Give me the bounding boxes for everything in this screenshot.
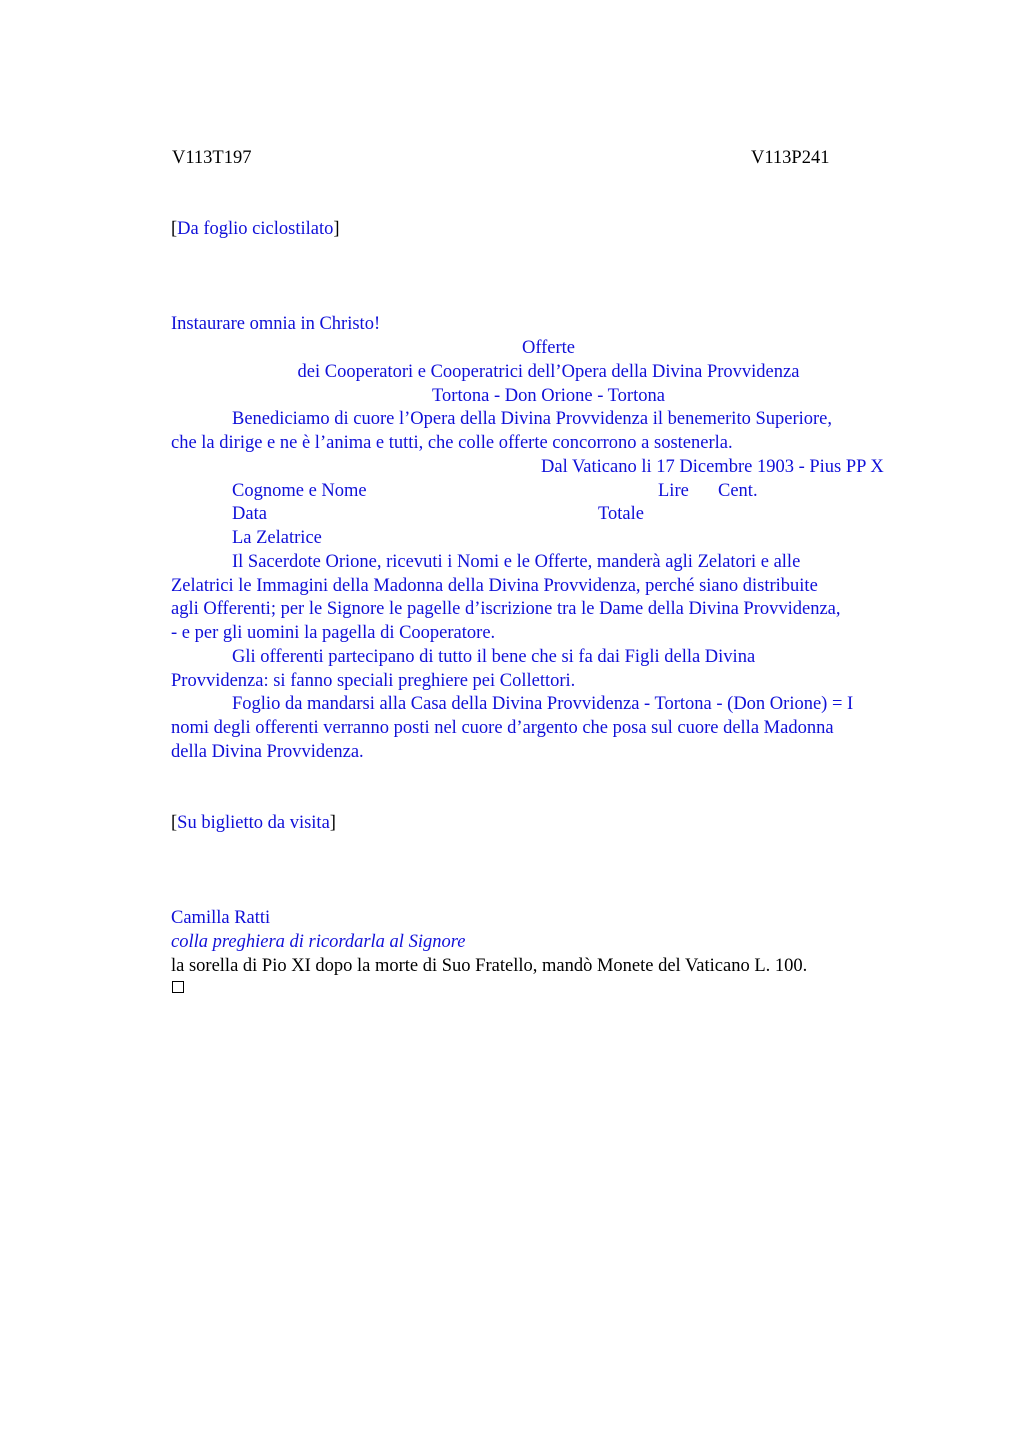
card-name: Camilla Ratti	[171, 908, 271, 928]
para1-line-4: - e per gli uomini la pagella di Cooperatore.	[171, 623, 496, 643]
para3-line-1: Foglio da mandarsi alla Casa della Divina Provvidenza - Tortona - (Don Orione) = I	[232, 694, 854, 714]
form-cent-label: Cent.	[718, 481, 758, 501]
form-name-label: Cognome e Nome	[232, 481, 367, 501]
form-lire-label: Lire	[658, 481, 689, 501]
source-note-biglietto	[171, 812, 336, 836]
para2-line-1: Gli offerenti partecipano di tutto il bene che si fa dai Figli della Divina	[232, 647, 756, 667]
blessing-source: Dal Vaticano li 17 Dicembre 1903 - Pius PP X	[541, 457, 884, 477]
form-zelatrice-label: La Zelatrice	[232, 528, 322, 548]
form-date-label: Data	[232, 504, 267, 524]
document-subtitle-2: Tortona - Don Orione - Tortona	[432, 386, 665, 406]
card-message: colla preghiera di ricordarla al Signore	[171, 932, 466, 952]
bracket-close: ]	[333, 219, 340, 239]
para1-line-2: Zelatrici le Immagini della Madonna della Divina Provvidenza, perché siano distribuite	[171, 576, 818, 596]
para1-line-1: Il Sacerdote Orione, ricevuti i Nomi e le Offerte, manderà agli Zelatori e alle	[232, 552, 801, 572]
para3-line-3: della Divina Provvidenza.	[171, 742, 364, 762]
source-note-text: Su biglietto da visita	[177, 813, 330, 833]
source-note-text: Da foglio ciclostilato	[177, 219, 334, 239]
document-title: Offerte	[521, 338, 576, 358]
para2-line-2: Provvidenza: si fanno speciali preghiere pei Collettori.	[171, 671, 576, 691]
bracket-open: [	[171, 219, 178, 239]
blessing-line-1: Benediciamo di cuore l’Opera della Divina Provvidenza il benemerito Superiore,	[232, 409, 833, 429]
motto: Instaurare omnia in Christo!	[171, 314, 381, 334]
card-annotation: la sorella di Pio XI dopo la morte di Suo Fratello, mandò Monete del Vaticano L. 100.	[171, 956, 808, 976]
blessing-line-2: che la dirige e ne è l’anima e tutti, che colle offerte concorrono a sostenerla.	[171, 433, 733, 453]
empty-square-icon	[172, 981, 184, 993]
para3-line-2: nomi degli offerenti verranno posti nel cuore d’argento che posa sul cuore della Madonna	[171, 718, 834, 738]
header-right-code: V113P241	[751, 148, 830, 168]
header-left-code: V113T197	[172, 148, 252, 168]
bracket-open: [	[171, 813, 178, 833]
document-subtitle-1: dei Cooperatori e Cooperatrici dell’Opera della Divina Provvidenza	[297, 362, 800, 382]
para1-line-3: agli Offerenti; per le Signore le pagelle d’iscrizione tra le Dame della Divina Provvidenza,	[171, 599, 841, 619]
source-note-ciclostilato	[171, 218, 340, 242]
form-total-label: Totale	[598, 504, 644, 524]
bracket-close: ]	[329, 813, 336, 833]
